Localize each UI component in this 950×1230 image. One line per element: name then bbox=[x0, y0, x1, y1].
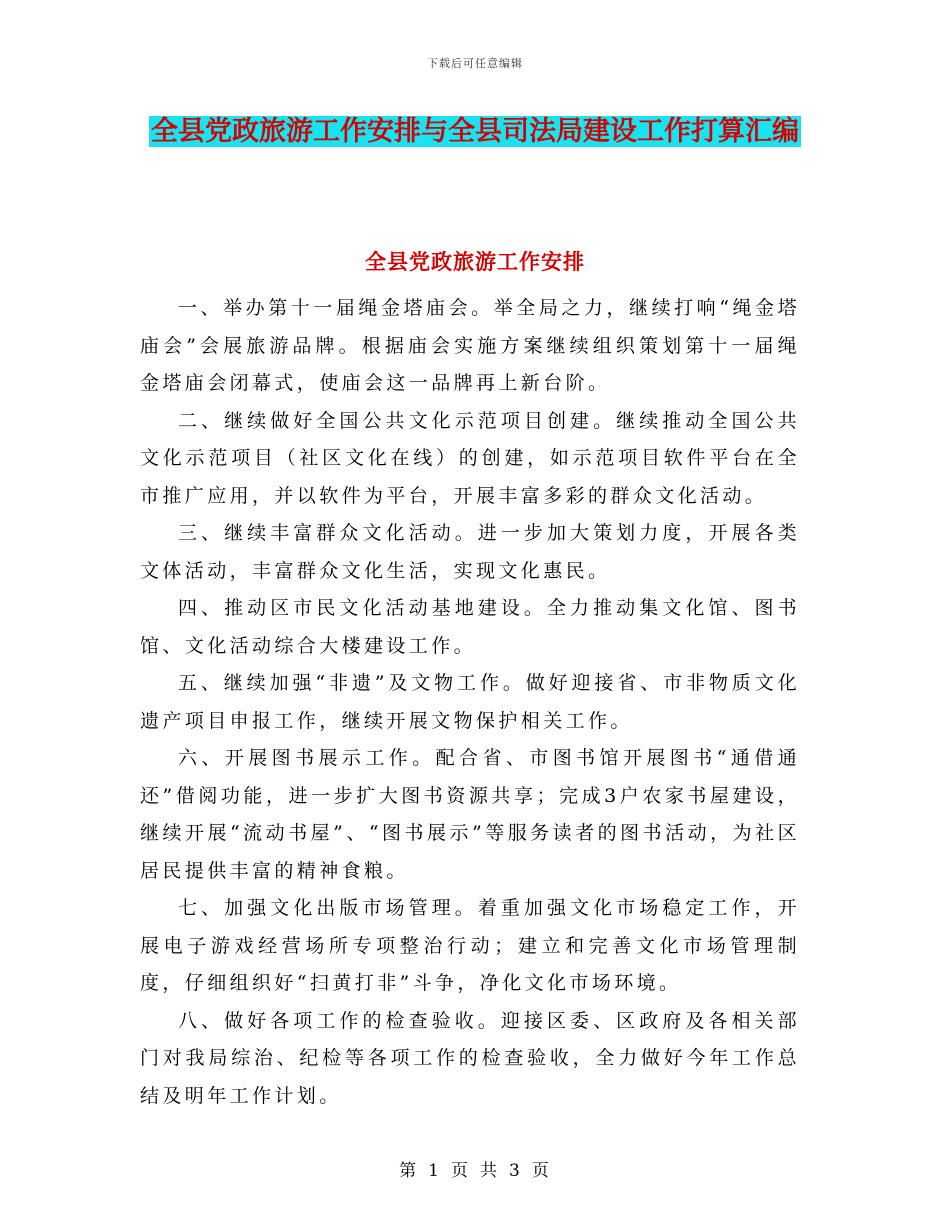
paragraph-3: 三、继续丰富群众文化活动。进一步加大策划力度，开展各类文体活动，丰富群众文化生活，实现文化惠民。 bbox=[140, 522, 800, 582]
paragraph-2: 二、继续做好全国公共文化示范项目创建。继续推动全国公共文化示范项目（社区文化在线）的创建，如示范项目软件平台在全市推广应用，并以软件为平台，开展丰富多彩的群众文化活动。 bbox=[140, 409, 800, 507]
paragraph-1: 一、举办第十一届绳金塔庙会。举全局之力，继续打响“绳金塔庙会”会展旅游品牌。根据庙会实施方案继续组织策划第十一届绳金塔庙会闭幕式，使庙会这一品牌再上新台阶。 bbox=[140, 297, 800, 394]
footer-total-label: 共 bbox=[480, 1161, 499, 1181]
document-title bbox=[140, 108, 810, 156]
footer-total-pages: 3 bbox=[509, 1161, 522, 1181]
document-title-text: 全县党政旅游工作安排与全县司法局建设工作打算汇编 bbox=[151, 116, 799, 147]
paragraph-7: 七、加强文化出版市场管理。着重加强文化市场稳定工作，开展电子游戏经营场所专项整治行动；建立和完善文化市场管理制度，仔细组织好“扫黄打非”斗争，净化文化市场环境。 bbox=[140, 897, 800, 994]
section-title: 全县党政旅游工作安排 bbox=[365, 250, 585, 274]
footer-page-number: 1 bbox=[428, 1161, 441, 1181]
footer-page-unit: 页 bbox=[451, 1161, 470, 1181]
paragraph-5: 五、继续加强“非遗”及文物工作。做好迎接省、市非物质文化遗产项目申报工作，继续开展文物保护相关工作。 bbox=[140, 672, 800, 732]
page-footer bbox=[0, 1156, 950, 1181]
footer-total-unit: 页 bbox=[531, 1161, 551, 1181]
footer-page-label: 第 bbox=[399, 1161, 419, 1181]
header-note: 下载后可任意编辑 bbox=[427, 57, 523, 70]
paragraph-4: 四、推动区市民文化活动基地建设。全力推动集文化馆、图书馆、文化活动综合大楼建设工作。 bbox=[140, 597, 800, 657]
paragraph-8: 八、做好各项工作的检查验收。迎接区委、区政府及各相关部门对我局综治、纪检等各项工作的检查验收，全力做好今年工作总结及明年工作计划。 bbox=[140, 1009, 800, 1107]
paragraph-6: 六、开展图书展示工作。配合省、市图书馆开展图书“通借通还”借阅功能，进一步扩大图书资源共享；完成3户农家书屋建设，继续开展“流动书屋”、“图书展示”等服务读者的图书活动，为社区居民提供丰富的精神食粮。 bbox=[140, 747, 800, 882]
document-body bbox=[140, 290, 800, 1115]
